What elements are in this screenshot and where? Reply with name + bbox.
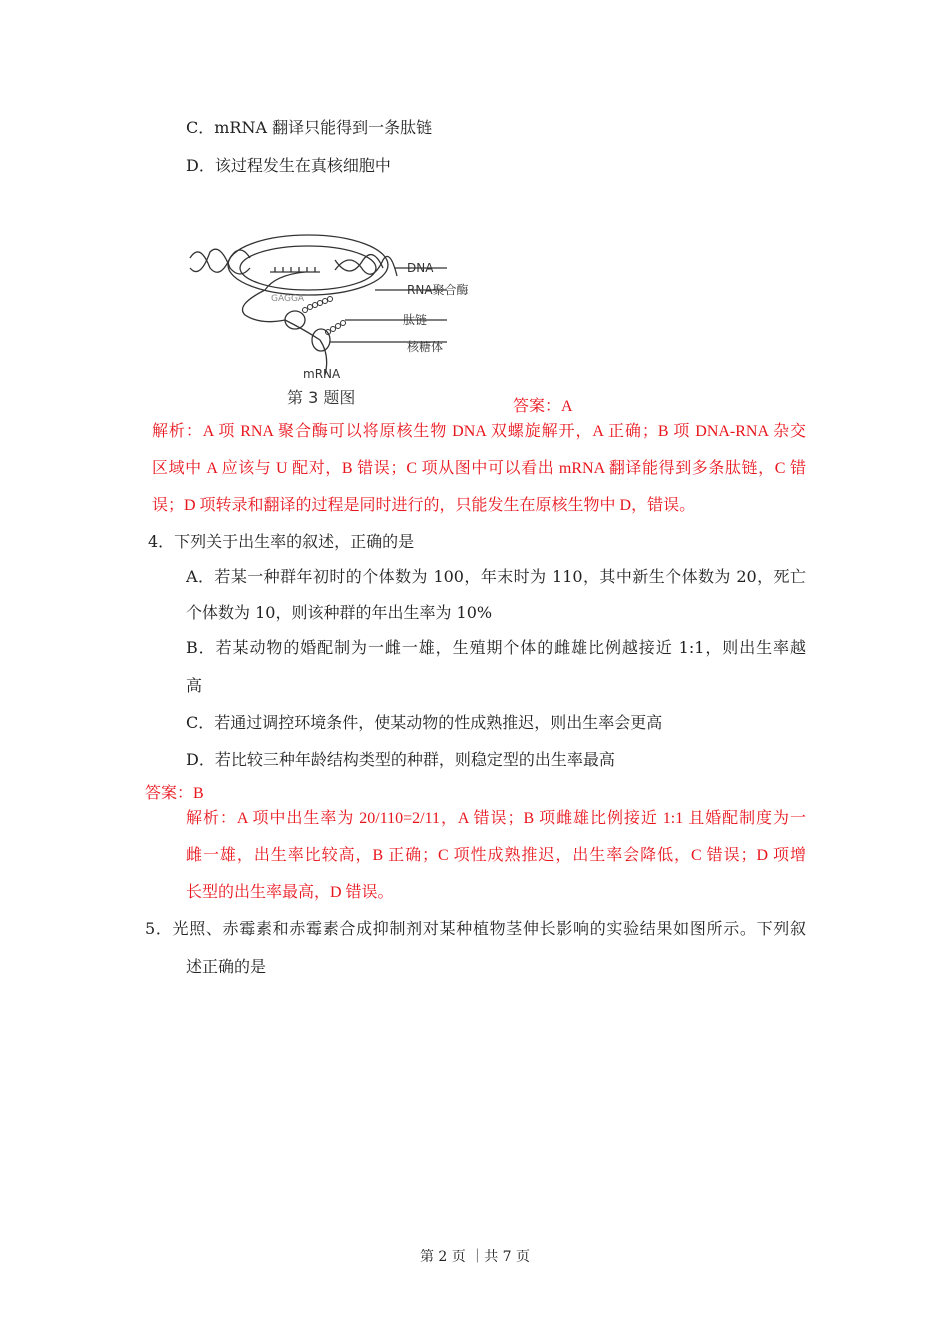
q4-option-c: C．若通过调控环境条件，使某动物的性成熟推迟，则出生率会更高	[186, 713, 663, 732]
q4-option-a: A．若某一种群年初时的个体数为 100，年末时为 110，其中新生个体数为 20，死亡	[186, 567, 806, 586]
q4-stem: 4．下列关于出生率的叙述，正确的是	[148, 532, 415, 551]
q3-analysis-line: 区域中 A 应该与 U 配对，B 错误；C 项从图中可以看出 mRNA 翻译能得到多条肽链，C 错	[152, 460, 806, 477]
dna-label: DNA	[407, 261, 434, 275]
peptide-label: 肽链	[403, 313, 428, 327]
q3-option-d: D．该过程发生在真核细胞中	[186, 156, 391, 175]
ribosome-label: 核糖体	[407, 340, 444, 354]
q3-analysis-line: 误；D 项转录和翻译的过程是同时进行的，只能发生在原核生物中 D，错误。	[152, 497, 696, 514]
q3-answer: 答案：A	[513, 398, 573, 415]
q4-option-d: D．若比较三种年龄结构类型的种群，则稳定型的出生率最高	[186, 750, 615, 769]
q4-answer: 答案：B	[145, 785, 204, 802]
figure-caption: 第 3 题图	[287, 388, 356, 407]
q5-stem-cont: 述正确的是	[186, 957, 267, 976]
q4-option-b: B．若某动物的婚配制为一雌一雄，生殖期个体的雌雄比例越接近 1:1，则出生率越	[186, 638, 806, 657]
q5-stem: 5．光照、赤霉素和赤霉素合成抑制剂对某种植物茎伸长影响的实验结果如图所示。下列叙	[145, 919, 806, 938]
mrna-label: mRNA	[303, 367, 341, 381]
q4-option-a-cont: 个体数为 10，则该种群的年出生率为 10%	[186, 603, 493, 622]
q4-option-b-cont: 高	[186, 676, 203, 695]
q4-analysis-line: 解析：A 项中出生率为 20/110=2/11，A 错误；B 项雌雄比例接近 1:1 且婚配制度为一	[186, 810, 806, 827]
transcription-translation-figure	[185, 230, 490, 412]
page-footer: 第 2 页 ｜共 7 页	[419, 1249, 531, 1265]
q4-analysis-line: 雌一雄，出生率比较高，B 正确；C 项性成熟推迟，出生率会降低，C 错误；D 项增	[186, 847, 806, 864]
q4-analysis-line: 长型的出生率最高，D 错误。	[186, 884, 394, 901]
q3-option-c: C．mRNA 翻译只能得到一条肽链	[186, 118, 433, 137]
q3-analysis-line: 解析：A 项 RNA 聚合酶可以将原核生物 DNA 双螺旋解开，A 正确；B 项 DNA-RNA 杂交	[152, 423, 806, 440]
rna-polymerase-label: RNA聚合酶	[407, 283, 469, 297]
sequence-label: GAGGA	[271, 294, 305, 304]
